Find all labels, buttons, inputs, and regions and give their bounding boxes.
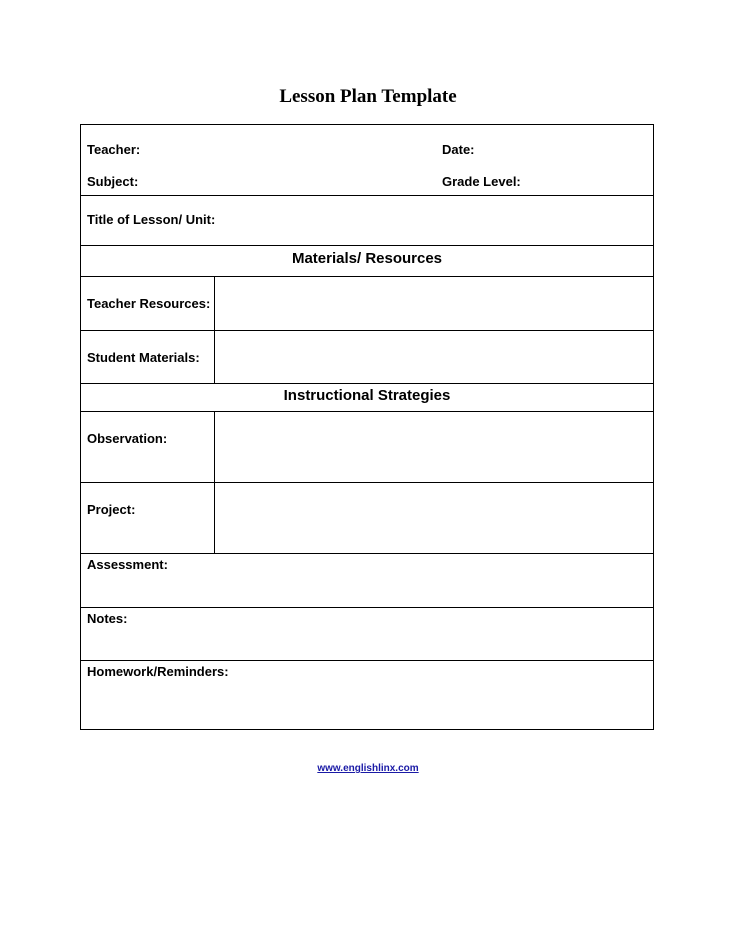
project-field[interactable]: [215, 483, 653, 553]
observation-label: Observation:: [87, 431, 168, 446]
strategies-heading: Instructional Strategies: [283, 387, 451, 404]
teacher-resources-label: Teacher Resources:: [87, 296, 211, 311]
student-materials-field[interactable]: [215, 331, 653, 383]
homework-row[interactable]: [81, 661, 653, 728]
homework-label: Homework/Reminders:: [87, 664, 229, 679]
materials-heading: Materials/ Resources: [291, 250, 443, 267]
student-materials-row: [81, 331, 653, 384]
header-info-row: [81, 125, 653, 196]
subject-label: Subject:: [87, 174, 139, 189]
lesson-title-row: [81, 196, 653, 246]
teacher-resources-field[interactable]: [215, 277, 653, 330]
student-materials-label: Student Materials:: [87, 350, 200, 365]
notes-label: Notes:: [87, 611, 128, 626]
teacher-resources-row: [81, 277, 653, 331]
page-title: Lesson Plan Template: [279, 86, 457, 107]
grade-level-label: Grade Level:: [442, 174, 521, 189]
observation-row: [81, 412, 653, 483]
notes-row[interactable]: [81, 608, 653, 661]
website-link[interactable]: www.englishlinx.com: [317, 763, 419, 774]
project-label: Project:: [87, 502, 136, 517]
assessment-label: Assessment:: [87, 557, 168, 572]
project-row: [81, 483, 653, 554]
strategies-heading-row: [81, 384, 653, 412]
lesson-plan-form: [80, 124, 654, 730]
teacher-label: Teacher:: [87, 142, 141, 157]
materials-heading-row: [81, 246, 653, 277]
date-label: Date:: [442, 142, 475, 157]
assessment-row[interactable]: [81, 554, 653, 608]
observation-field[interactable]: [215, 412, 653, 482]
lesson-title-label: Title of Lesson/ Unit:: [87, 212, 216, 227]
